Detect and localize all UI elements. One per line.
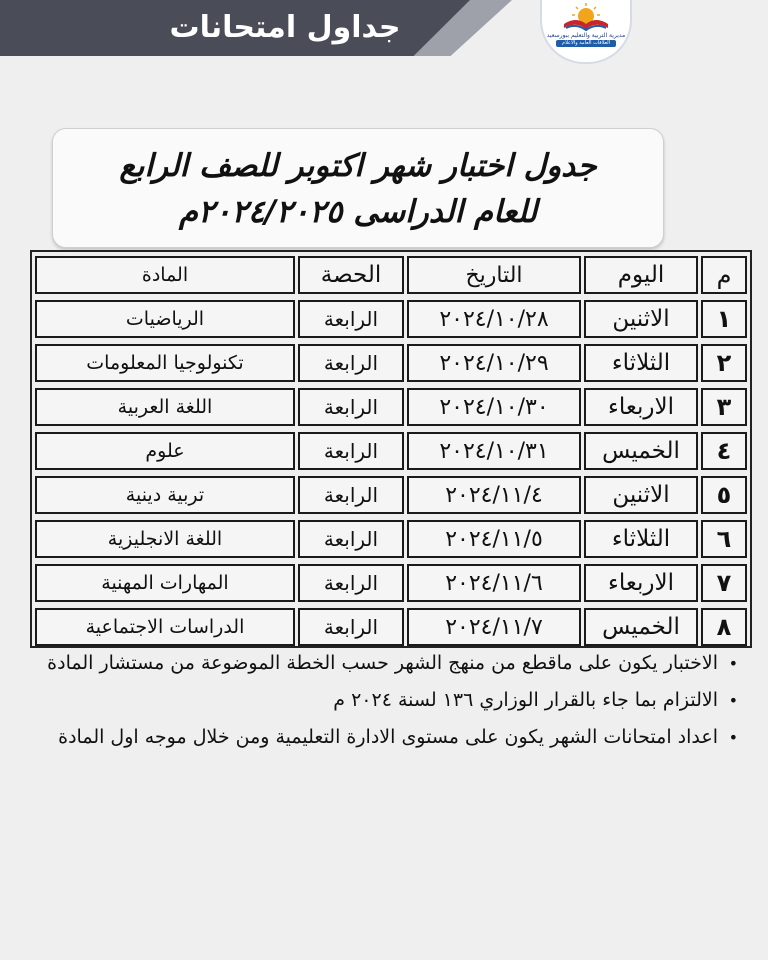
row-subject: الدراسات الاجتماعية bbox=[35, 608, 295, 646]
header-subject: المادة bbox=[35, 256, 295, 294]
row-subject: علوم bbox=[35, 432, 295, 470]
row-num: ٢ bbox=[701, 344, 747, 382]
row-period: الرابعة bbox=[298, 564, 404, 602]
directorate-logo bbox=[540, 0, 632, 64]
table-row bbox=[35, 476, 747, 514]
note-item bbox=[34, 687, 738, 714]
row-day: الاربعاء bbox=[584, 564, 698, 602]
schedule-title: جدول اختبار شهر اكتوبر للصف الرابع bbox=[119, 148, 597, 184]
schedule-subtitle: للعام الدراسى ٢٠٢٤/٢٠٢٥م bbox=[178, 194, 538, 230]
row-day: الاربعاء bbox=[584, 388, 698, 426]
row-day: الثلاثاء bbox=[584, 344, 698, 382]
header-banner bbox=[0, 0, 768, 64]
row-date: ٢٠٢٤/١٠/٣٠ bbox=[407, 388, 581, 426]
logo-subtext: العلاقات العامة والاعلام bbox=[556, 40, 616, 47]
schedule-table-frame bbox=[30, 250, 752, 648]
table-row bbox=[35, 344, 747, 382]
bullet-icon: • bbox=[728, 728, 738, 747]
row-subject: تربية دينية bbox=[35, 476, 295, 514]
row-period: الرابعة bbox=[298, 300, 404, 338]
row-date: ٢٠٢٤/١١/٦ bbox=[407, 564, 581, 602]
row-period: الرابعة bbox=[298, 432, 404, 470]
schedule-table bbox=[32, 250, 750, 652]
row-num: ١ bbox=[701, 300, 747, 338]
row-subject: اللغة العربية bbox=[35, 388, 295, 426]
table-row bbox=[35, 608, 747, 646]
header-num: م bbox=[701, 256, 747, 294]
row-date: ٢٠٢٤/١١/٧ bbox=[407, 608, 581, 646]
row-num: ٨ bbox=[701, 608, 747, 646]
row-date: ٢٠٢٤/١٠/٢٨ bbox=[407, 300, 581, 338]
note-item bbox=[34, 724, 738, 751]
table-row bbox=[35, 388, 747, 426]
note-item bbox=[34, 650, 738, 677]
row-period: الرابعة bbox=[298, 388, 404, 426]
logo-text: مديرية التربية والتعليم ببورسعيد bbox=[546, 32, 626, 39]
banner-title: جداول امتحانات bbox=[169, 10, 401, 45]
row-num: ٤ bbox=[701, 432, 747, 470]
row-date: ٢٠٢٤/١٠/٣١ bbox=[407, 432, 581, 470]
row-period: الرابعة bbox=[298, 608, 404, 646]
row-period: الرابعة bbox=[298, 520, 404, 558]
row-subject: المهارات المهنية bbox=[35, 564, 295, 602]
schedule-title-box bbox=[52, 128, 664, 248]
row-num: ٦ bbox=[701, 520, 747, 558]
row-day: الثلاثاء bbox=[584, 520, 698, 558]
book-sun-icon bbox=[556, 2, 616, 32]
row-day: الاثنين bbox=[584, 476, 698, 514]
note-text: اعداد امتحانات الشهر يكون على مستوى الادارة التعليمية ومن خلال موجه اول المادة bbox=[58, 726, 718, 748]
note-text: الاختبار يكون على ماقطع من منهج الشهر حسب الخطة الموضوعة من مستشار المادة bbox=[47, 652, 718, 674]
row-date: ٢٠٢٤/١٠/٢٩ bbox=[407, 344, 581, 382]
row-subject: تكنولوجيا المعلومات bbox=[35, 344, 295, 382]
table-row bbox=[35, 432, 747, 470]
header-period: الحصة bbox=[298, 256, 404, 294]
bullet-icon: • bbox=[728, 691, 738, 710]
row-subject: اللغة الانجليزية bbox=[35, 520, 295, 558]
table-row bbox=[35, 520, 747, 558]
row-num: ٧ bbox=[701, 564, 747, 602]
row-num: ٣ bbox=[701, 388, 747, 426]
row-day: الخميس bbox=[584, 608, 698, 646]
row-day: الخميس bbox=[584, 432, 698, 470]
header-day: اليوم bbox=[584, 256, 698, 294]
row-period: الرابعة bbox=[298, 344, 404, 382]
table-row bbox=[35, 564, 747, 602]
bullet-icon: • bbox=[728, 654, 738, 673]
row-day: الاثنين bbox=[584, 300, 698, 338]
header-date: التاريخ bbox=[407, 256, 581, 294]
note-text: الالتزام بما جاء بالقرار الوزاري ١٣٦ لسنة ٢٠٢٤ م bbox=[333, 689, 718, 711]
row-subject: الرياضيات bbox=[35, 300, 295, 338]
notes-section bbox=[34, 650, 744, 761]
row-num: ٥ bbox=[701, 476, 747, 514]
row-date: ٢٠٢٤/١١/٥ bbox=[407, 520, 581, 558]
table-header-row bbox=[35, 256, 747, 294]
row-period: الرابعة bbox=[298, 476, 404, 514]
table-row bbox=[35, 300, 747, 338]
row-date: ٢٠٢٤/١١/٤ bbox=[407, 476, 581, 514]
